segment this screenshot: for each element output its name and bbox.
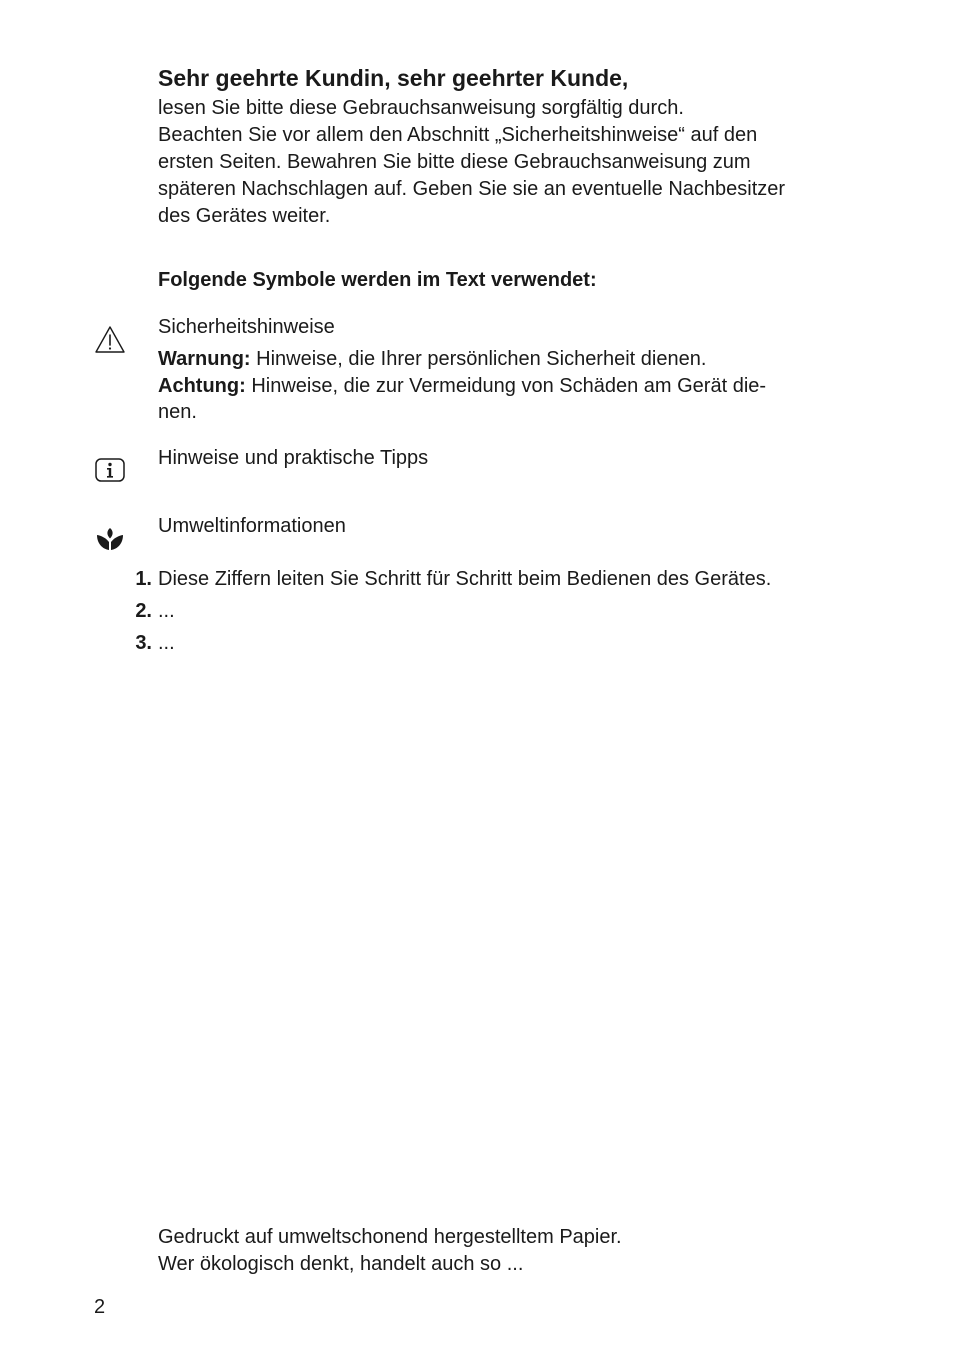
intro-line: lesen Sie bitte diese Gebrauchsanweisung sorgfältig durch. — [158, 97, 684, 119]
safety-title: Sicherheitshinweise — [158, 316, 335, 338]
step-number: 3. — [135, 632, 152, 654]
step-number: 1. — [135, 568, 152, 590]
step-text: ... — [158, 632, 175, 654]
caution-line-cont: nen. — [158, 401, 197, 423]
intro-line: des Gerätes weiter. — [158, 205, 331, 227]
step-text: Diese Ziffern leiten Sie Schritt für Schritt beim Bedienen des Gerätes. — [158, 568, 772, 590]
list-item — [0, 596, 954, 627]
footer-note-line: Wer ökologisch denkt, handelt auch so ... — [158, 1253, 524, 1275]
list-item — [0, 564, 954, 595]
footer-note-line: Gedruckt auf umweltschonend hergestelltem Papier. — [158, 1226, 622, 1248]
info-icon — [94, 456, 128, 488]
intro-line: ersten Seiten. Bewahren Sie bitte diese Gebrauchsanweisung zum — [158, 151, 751, 173]
caution-text: Hinweise, die zur Vermeidung von Schäden am Gerät die- — [245, 375, 767, 397]
symbols-heading: Folgende Symbole werden im Text verwendet: — [158, 269, 597, 291]
caution-line — [158, 373, 878, 400]
warning-triangle-icon — [94, 325, 128, 357]
intro-line: Beachten Sie vor allem den Abschnitt „Sicherheitshinweise“ auf den — [158, 124, 758, 146]
warning-label: Warnung: — [158, 348, 251, 370]
intro-line: späteren Nachschlagen auf. Geben Sie sie an eventuelle Nachbesitzer — [158, 178, 786, 200]
step-text: ... — [158, 600, 175, 622]
page-number: 2 — [94, 1296, 106, 1318]
environment-title: Umweltinformationen — [158, 515, 346, 537]
page-heading: Sehr geehrte Kundin, sehr geehrter Kunde, — [158, 65, 629, 91]
environment-icon — [94, 524, 128, 556]
caution-label: Achtung: — [158, 375, 246, 397]
warning-text: Hinweise, die Ihrer persönlichen Sicherheit dienen. — [250, 348, 707, 370]
intro-paragraph — [158, 95, 878, 230]
step-number: 2. — [135, 600, 152, 622]
tips-title: Hinweise und praktische Tipps — [158, 447, 429, 469]
warning-line — [158, 346, 878, 373]
list-item — [0, 628, 954, 659]
